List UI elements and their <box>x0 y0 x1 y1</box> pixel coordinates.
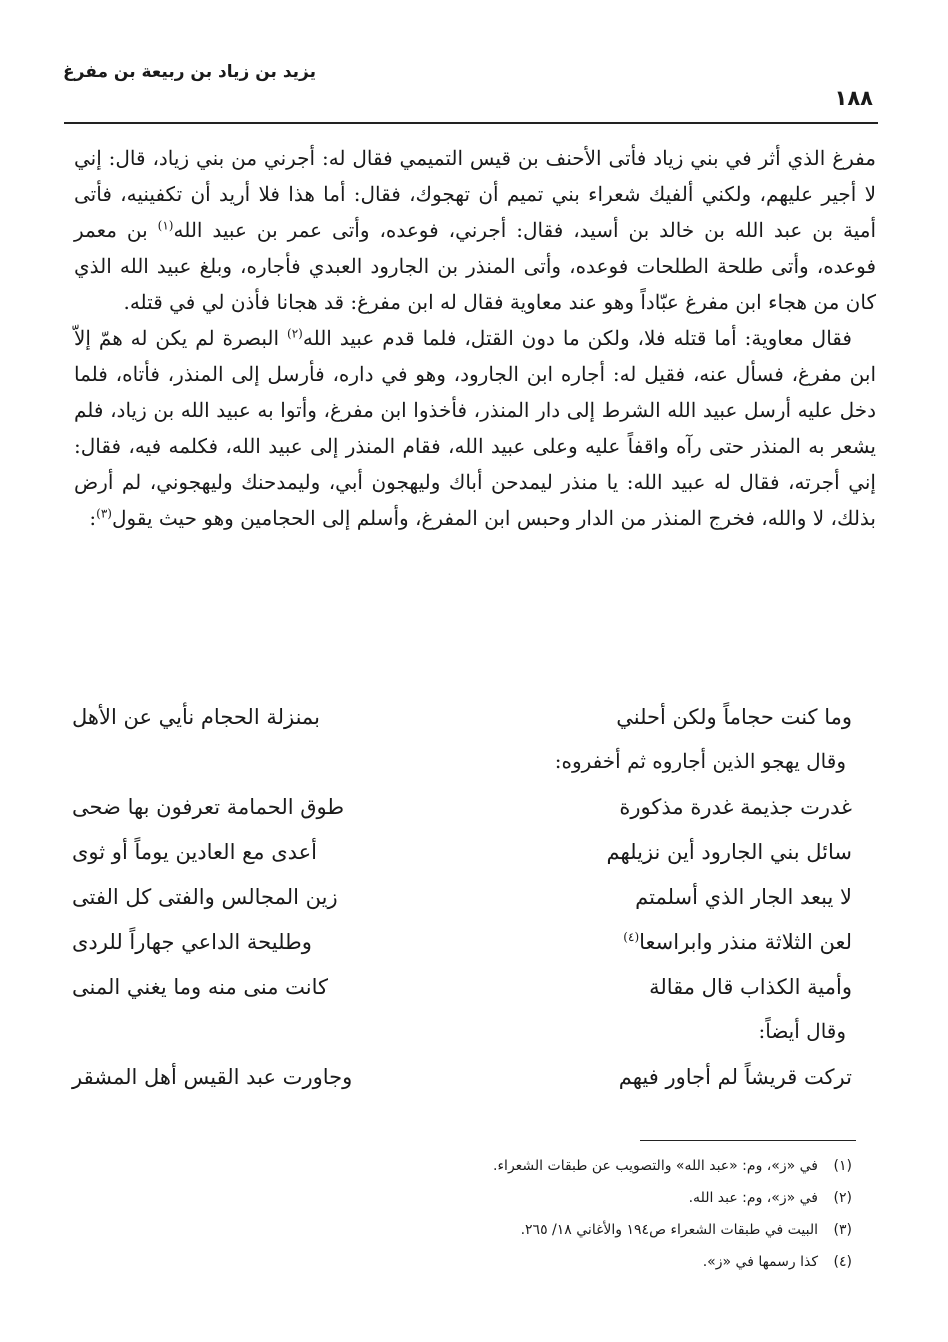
verse-line-6 <box>72 964 852 1009</box>
verse-6-second-hemistich: كانت منى منه وما يغني المنى <box>72 974 328 999</box>
footnote-4-number: (٤) <box>833 1254 852 1270</box>
verse-5-second-hemistich: وطليحة الداعي جهاراً للردى <box>72 929 312 954</box>
paragraph-1-text-a: مفرغ الذي أثر في بني زياد فأتى الأحنف بن قيس التميمي فقال له: أجرني من بني زياد، قال: إني لا أجير عليهم، ولكني ألفيك شعراء بني تميم أن تهجوك، فقال: أما هذا فلا أريد أن تكفينيه، فأتى أمية بن عبد الله بن خالد بن أسيد، فقال: أجرني، فوعده، وأتى عمر بن عبيد الله <box>74 146 876 242</box>
paragraph-2-text-c: : <box>89 506 97 530</box>
verse-1-second-hemistich: بمنزلة الحجام نأيي عن الأهل <box>72 704 320 729</box>
footnote-2-text: في «ز»، وم: عبد الله. <box>688 1190 818 1206</box>
verse-intro-2: وقال أيضاً: <box>758 1019 846 1043</box>
verse-line-3 <box>72 829 852 874</box>
footnote-3-number: (٣) <box>833 1222 852 1238</box>
footnote-3-text: البيت في طبقات الشعراء ص١٩٤ والأغاني ١٨/ ٢٦٥. <box>520 1222 818 1238</box>
main-text <box>74 140 876 536</box>
footnote-ref-1: (١) <box>157 218 174 233</box>
verse-line-1 <box>72 694 852 739</box>
verse-line-5 <box>72 919 852 964</box>
verse-line-2 <box>72 784 852 829</box>
verse-4-first-hemistich: لا يبعد الجار الذي أسلمتم <box>635 884 852 909</box>
footnote-1 <box>132 1150 852 1182</box>
paragraph-1 <box>74 140 876 320</box>
page-number: ١٨٨ <box>834 86 873 110</box>
footnote-ref-2: (٢) <box>287 326 303 341</box>
verse-2-first-hemistich: غدرت جذيمة غدرة مذكورة <box>619 794 852 819</box>
paragraph-2-text-a: فقال معاوية: أما قتله فلا، ولكن ما دون القتل، فلما قدم عبيد الله <box>302 326 852 350</box>
poetry-block <box>72 694 852 1099</box>
footnote-ref-3: (٣) <box>96 506 112 521</box>
paragraph-2 <box>74 320 876 536</box>
verse-line-4 <box>72 874 852 919</box>
footnote-1-text: في «ز»، وم: «عبد الله» والتصويب عن طبقات الشعراء. <box>493 1158 818 1174</box>
footnote-4-text: كذا رسمها في «ز». <box>702 1254 818 1270</box>
verse-5-first-hemistich-text: لعن الثلاثة منذر وابراسعا <box>639 929 852 954</box>
footnote-1-number: (١) <box>833 1158 852 1174</box>
verse-3-second-hemistich: أعدى مع العادين يوماً أو ثوى <box>72 839 318 864</box>
verse-5-first-hemistich <box>492 930 852 954</box>
footnote-ref-4: (٤) <box>623 929 640 944</box>
verse-4-second-hemistich: زين المجالس والفتى كل الفتى <box>72 884 338 909</box>
verse-7-second-hemistich: وجاورت عبد القيس أهل المشقر <box>72 1064 353 1089</box>
verse-3-first-hemistich: سائل بني الجارود أين نزيلهم <box>606 839 852 864</box>
verse-intro-1: وقال يهجو الذين أجاروه ثم أخفروه: <box>554 749 846 773</box>
footnote-3 <box>132 1214 852 1246</box>
paragraph-2-text-b: البصرة لم يكن له همّ إلاّ ابن مفرغ، فسأل عنه، فقيل له: أجاره ابن الجارود، وهو في داره، فأرسل إلى المنذر، فأتاه، فلما دخل عليه أرسل عبيد الله الشرط إلى دار المنذر، فأخذوا ابن مفرغ، وأتوا به عبيد الله بن زياد، فلم يشعر به المنذر حتى رآه واقفاً عليه وعلى عبيد الله، فقام المنذر إلى عبيد الله، فكلمه فيه، فقال: إني أجرته، فقال له عبيد الله: يا منذر ليمدحن أباك وليهجون أبي، وليمدحنك وليهجوني، لم أرض بذلك، لا والله، فخرج المنذر من الدار وحبس ابن المفرغ، وأسلم إلى الحجامين وهو حيث يقول <box>74 326 876 530</box>
footnote-2-number: (٢) <box>833 1190 852 1206</box>
footnote-4 <box>132 1246 852 1278</box>
header-rule <box>64 122 878 124</box>
running-title: يزيد بن زياد بن ربيعة بن مفرغ <box>63 62 316 82</box>
footnotes <box>132 1150 852 1278</box>
paragraph-1-text-b: بن معمر فوعده، وأتى طلحة الطلحات فوعده، وأتى المنذر بن الجارود العبدي فأجاره، وبلغ عبيد الله الذي كان من هجاء ابن مفرغ عبّاداً وهو عند معاوية فقال له ابن مفرغ: قد هجانا فأذن لي في قتله. <box>74 218 876 314</box>
footnote-2 <box>132 1182 852 1214</box>
verse-7-first-hemistich: تركت قريشاً لم أجاور فيهم <box>618 1064 852 1089</box>
verse-6-first-hemistich: وأمية الكذاب قال مقالة <box>649 974 852 999</box>
footnote-rule <box>640 1140 856 1141</box>
verse-line-7 <box>72 1054 852 1099</box>
verse-2-second-hemistich: طوق الحمامة تعرفون بها ضحى <box>72 794 345 819</box>
verse-1-first-hemistich: وما كنت حجاماً ولكن أحلني <box>616 704 852 729</box>
